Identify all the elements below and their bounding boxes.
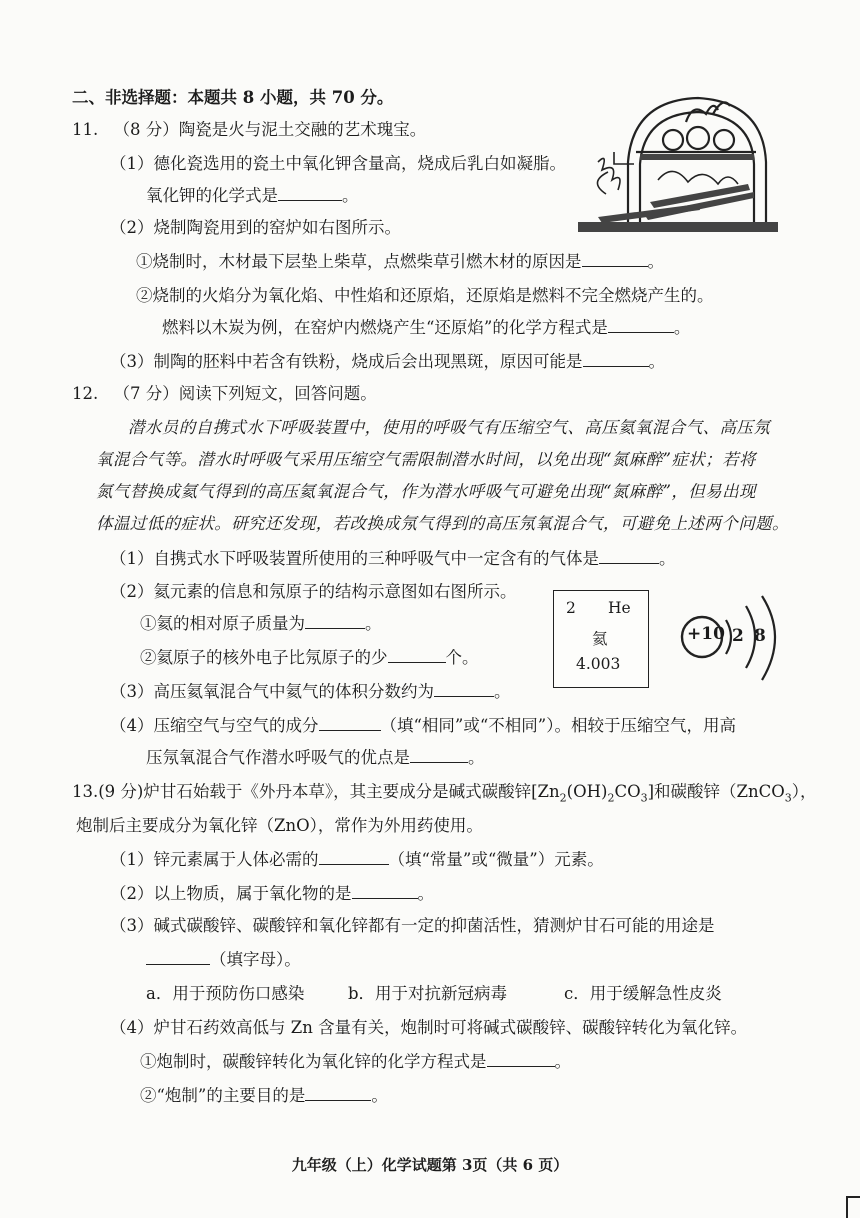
helium-element-card <box>553 590 649 688</box>
section-title: 二、非选择题：本题共 8 小题，共 70 分。 <box>72 88 394 107</box>
q13-option-a: a．用于预防伤口感染 <box>146 984 305 1003</box>
kiln-illustration <box>578 92 778 232</box>
answer-blank[interactable] <box>319 714 381 731</box>
q12-number: 12. <box>72 384 99 403</box>
q13-score: (9 分) <box>98 782 144 801</box>
page-footer: 九年级（上）化学试题第 3页（共 6 页） <box>291 1156 569 1174</box>
q12-part4-line2: 压氖氧混合气作潜水呼吸气的优点是 。 <box>146 748 485 767</box>
neon-atom-structure-diagram <box>676 590 796 686</box>
q12-part2-sub2: ②氦原子的核外电子比氖原子的少 个。 <box>140 648 479 667</box>
answer-blank[interactable] <box>410 746 468 763</box>
q13-part3-line1: （3）碱式碳酸锌、碳酸锌和氧化锌都有一定的抑菌活性，猜测炉甘石可能的用途是 <box>110 916 715 935</box>
q13-number: 13. <box>72 782 99 801</box>
q12-passage-line1: 潜水员的自携式水下呼吸装置中，使用的呼吸气有压缩空气、高压氦氧混合气、高压氖 <box>128 418 771 437</box>
relative-atomic-mass: 4.003 <box>576 655 621 673</box>
answer-blank[interactable] <box>434 680 494 697</box>
q13-part4: （4）炉甘石药效高低与 Zn 含量有关，炮制时可将碱式碳酸锌、碳酸锌转化为氧化锌。 <box>110 1018 748 1037</box>
q11-part3: （3）制陶的胚料中若含有铁粉，烧成后会出现黑斑，原因可能是 。 <box>110 352 665 371</box>
q11-part2-sub1: ①烧制时，木材最下层垫上柴草，点燃柴草引燃木材的原因是 。 <box>136 252 664 271</box>
nucleus-charge: +10 <box>687 624 725 644</box>
page-corner-mark <box>846 1196 860 1218</box>
q13-part1: （1）锌元素属于人体必需的 （填“常量”或“微量”）元素。 <box>110 850 604 869</box>
q12-part3: （3）高压氦氧混合气中氦气的体积分数约为 。 <box>110 682 511 701</box>
shell-2-electrons: 8 <box>754 626 766 646</box>
answer-blank[interactable] <box>582 250 648 267</box>
q13-option-b: b．用于对抗新冠病毒 <box>348 984 508 1003</box>
q12-passage-line2: 氧混合气等。潜水时呼吸气采用压缩空气需限制潜水时间，以免出现“氮麻醉”症状；若将 <box>96 450 756 469</box>
element-name: 氦 <box>592 630 608 648</box>
q13-part3-line2: （填字母）。 <box>146 948 301 972</box>
q11-score: （8 分） <box>113 120 179 139</box>
q12-part2: （2）氦元素的信息和氖原子的结构示意图如右图所示。 <box>110 582 517 601</box>
answer-blank[interactable] <box>305 612 365 629</box>
answer-blank[interactable] <box>278 184 342 201</box>
q13-part4-sub1: ①炮制时，碳酸锌转化为氧化锌的化学方程式是 。 <box>140 1052 571 1071</box>
answer-blank[interactable] <box>352 882 418 899</box>
q13-stem-line1: 13.(9 分)炉甘石始载于《外丹本草》，其主要成分是碱式碳酸锌$[Zn_2(OH)_2CO_3]$和碳酸锌（ZnCO$_3$）， <box>72 782 817 805</box>
q12-passage-line4: 体温过低的症状。研究还发现，若改换成氖气得到的高压氖氧混合气，可避免上述两个问题。 <box>96 514 789 533</box>
q12-part2-sub1: ①氦的相对原子质量为 。 <box>140 614 382 633</box>
q11-part2-sub2-line1: ②烧制的火焰分为氧化焰、中性焰和还原焰，还原焰是燃料不完全燃烧产生的。 <box>136 286 714 305</box>
q11-part1-line2: 氧化钾的化学式是 。 <box>146 186 359 205</box>
q11-part1-line1: （1）德化瓷选用的瓷土中氧化钾含量高，烧成后乳白如凝脂。 <box>110 154 566 173</box>
answer-blank[interactable] <box>599 547 659 564</box>
q11-stem <box>72 118 426 142</box>
q13-option-c: c．用于缓解急性皮炎 <box>564 984 722 1003</box>
element-symbol: He <box>608 599 631 617</box>
q11-number: 11. <box>72 120 99 139</box>
q11-part2-sub2-line2: 燃料以木炭为例，在窑炉内燃烧产生“还原焰”的化学方程式是 。 <box>162 318 691 337</box>
atomic-number: 2 <box>566 599 576 617</box>
q12-passage-line3: 氮气替换成氦气得到的高压氦氧混合气，作为潜水呼吸气可避免出现“氮麻醉”，但易出现 <box>96 482 756 501</box>
q12-text: 阅读下列短文，回答问题。 <box>178 384 377 403</box>
q11-part2: （2）烧制陶瓷用到的窑炉如右图所示。 <box>110 218 401 237</box>
q12-stem <box>72 382 377 406</box>
answer-blank[interactable] <box>319 848 389 865</box>
answer-blank[interactable] <box>583 350 649 367</box>
answer-blank[interactable] <box>608 316 674 333</box>
q12-part1: （1）自携式水下呼吸装置所使用的三种呼吸气中一定含有的气体是 。 <box>110 549 676 568</box>
q13-part4-sub2: ②“炮制”的主要目的是 。 <box>140 1086 388 1105</box>
q11-text: 陶瓷是火与泥土交融的艺术瑰宝。 <box>178 120 427 139</box>
q13-stem-line2: 炮制后主要成分为氧化锌（ZnO），常作为外用药使用。 <box>76 816 483 835</box>
shell-1-electrons: 2 <box>732 626 744 646</box>
q12-score: （7 分） <box>113 384 179 403</box>
answer-blank[interactable] <box>487 1050 555 1067</box>
answer-blank[interactable] <box>146 948 210 965</box>
q13-part2: （2）以上物质，属于氧化物的是 。 <box>110 884 434 903</box>
q12-part4-line1: （4）压缩空气与空气的成分 （填“相同”或“不相同”）。相较于压缩空气，用高 <box>110 716 736 735</box>
answer-blank[interactable] <box>388 646 446 663</box>
answer-blank[interactable] <box>305 1084 371 1101</box>
